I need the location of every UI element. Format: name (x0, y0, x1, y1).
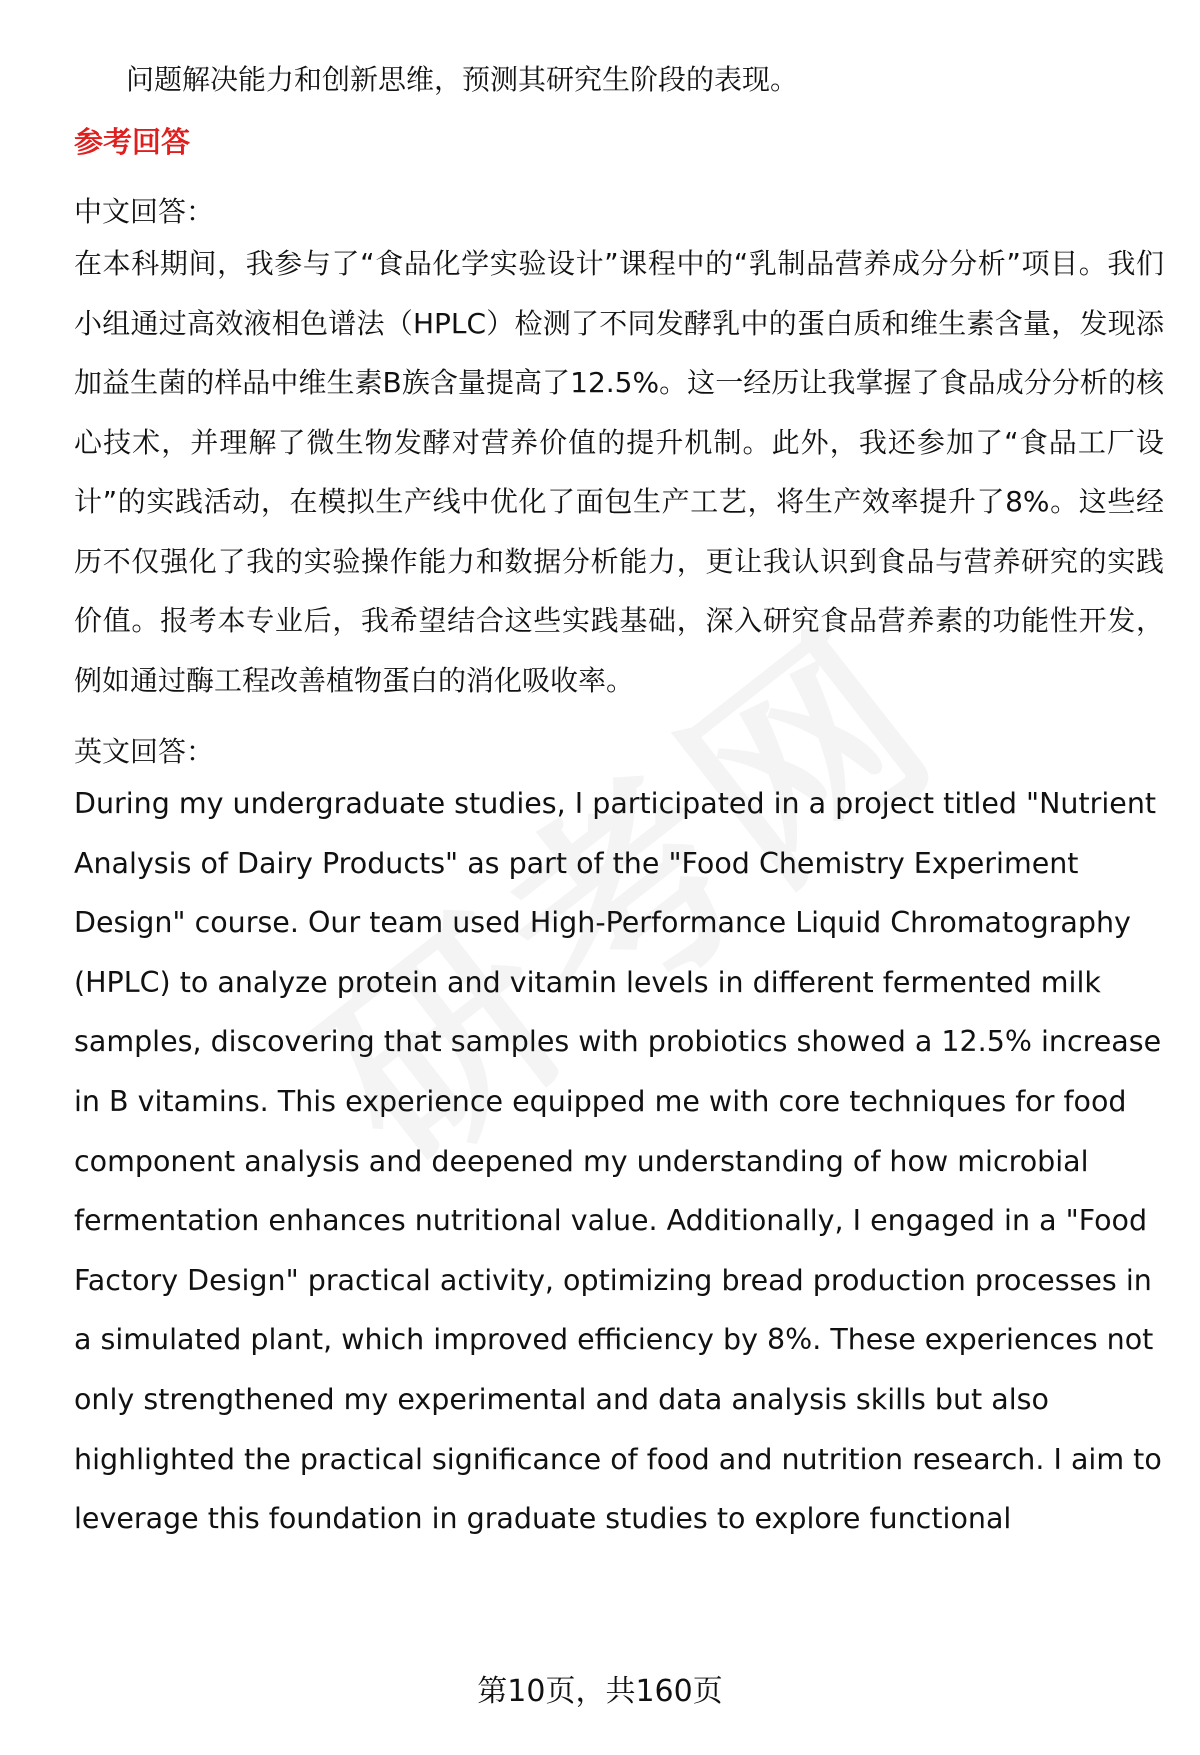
chinese-answer-body: 在本科期间，我参与了“食品化学实验设计”课程中的“乳制品营养成分分析”项目。我们小组通过高效液相色谱法（HPLC）检测了不同发酵乳中的蛋白质和维生素含量，发现添加益生菌的样品中维生素B族含量提高了12.5%。这一经历让我掌握了食品成分分析的核心技术，并理解了微生物发酵对营养价值的提升机制。此外，我还参加了“食品工厂设计”的实践活动，在模拟生产线中优化了面包生产工艺，将生产效率提升了8%。这些经历不仅强化了我的实验操作能力和数据分析能力，更让我认识到食品与营养研究的实践价值。报考本专业后，我希望结合这些实践基础，深入研究食品营养素的功能性开发，例如通过酶工程改善植物蛋白的消化吸收率。 (74, 247, 1164, 697)
page-number: 第10页，共160页 (477, 1674, 723, 1709)
chinese-answer-label: 中文回答： (74, 195, 215, 228)
reference-answer-heading: 参考回答 (74, 125, 191, 159)
page-content (74, 58, 1164, 1549)
english-answer-label: 英文回答： (74, 735, 215, 768)
english-answer-body: During my undergraduate studies, I participated in a project titled "Nutrient Analysis of Dairy Products" as part of the "Food Chemistry Experiment Design" course. Our team used High-Performance Liquid Chromatography (HPLC) to analyze protein and vitamin levels in different fermented milk samples, discovering that samples with probiotics showed a 12.5% increase in B vitamins. This experience equipped me with core techniques for food component analysis and deepened my understanding of how microbial fermentation enhances nutritional value. Additionally, I engaged in a "Food Factory Design" practical activity, optimizing bread production processes in a simulated plant, which improved efficiency by 8%. These experiences not only strengthened my experimental and data analysis skills but also highlighted the practical significance of food and nutrition research. I aim to leverage this foundation in graduate studies to explore functional (74, 787, 1162, 1536)
spacer (74, 710, 1164, 730)
intro-text: 问题解决能力和创新思维，预测其研究生阶段的表现。 (126, 63, 799, 96)
